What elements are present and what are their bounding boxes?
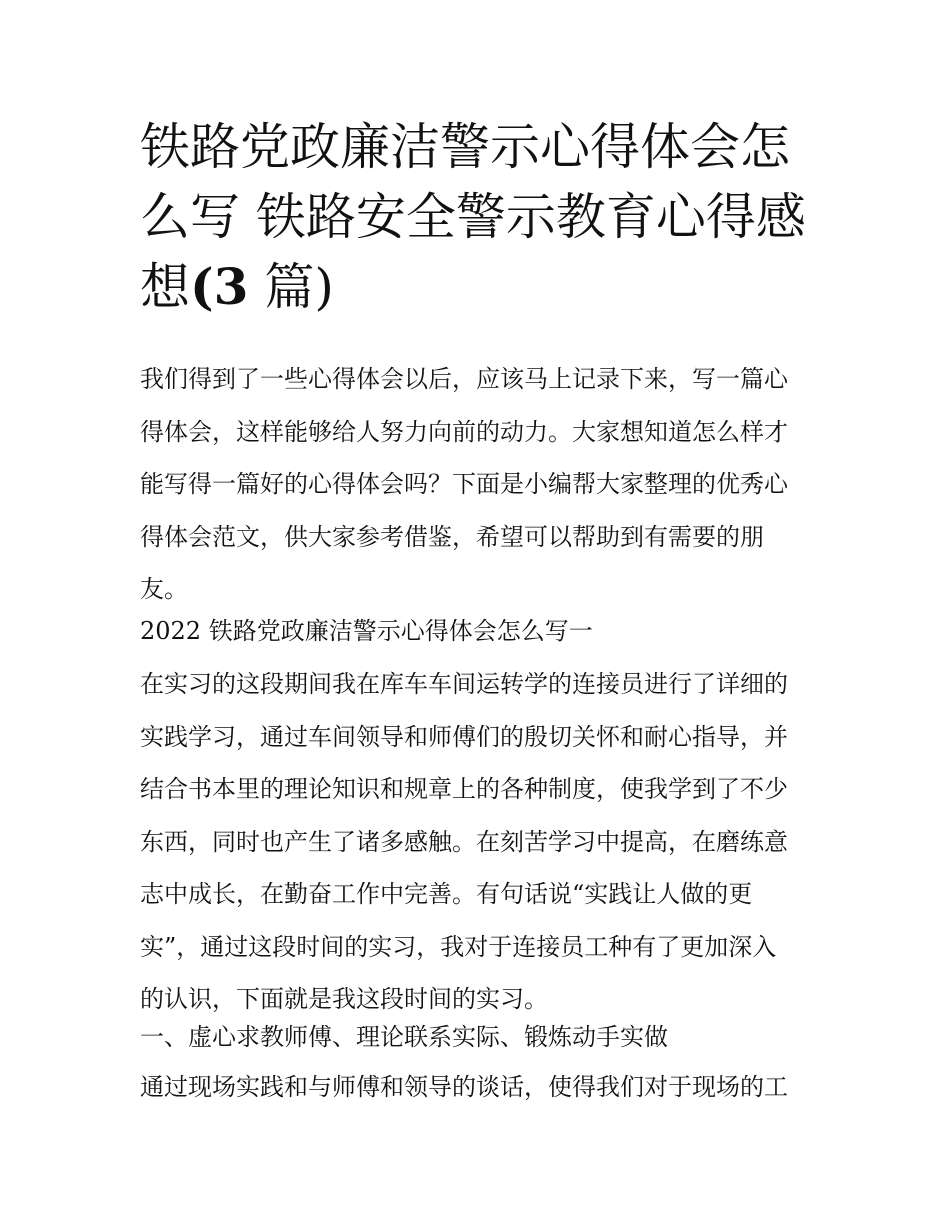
intro-line: 得体会，这样能够给人努力向前的动力。大家想知道怎么样才 [140,417,788,446]
section1-line: 实”，通过这段时间的实习，我对于连接员工种有了更加深入 [140,932,777,961]
document-title [140,112,820,322]
intro-line: 得体会范文，供大家参考借鉴，希望可以帮助到有需要的朋 [140,522,764,551]
paragraph-2-line: 通过现场实践和与师傅和领导的谈话，使得我们对于现场的工 [140,1073,788,1101]
section1-paragraph [140,658,820,1026]
title-line-3 [140,252,820,322]
section1-line: 在实习的这段期间我在库车车间运转学的连接员进行了详细的 [140,670,788,698]
title-line-1: 铁路党政廉洁警示心得体会怎 [140,118,790,176]
intro-line: 能写得一篇好的心得体会吗？下面是小编帮大家整理的优秀心 [140,470,788,498]
section1-line: 实践学习，通过车间领导和师傅们的殷切关怀和耐心指导，并 [140,722,788,751]
intro-paragraph [140,353,820,616]
section1-line: 东西，同时也产生了诸多感触。在刻苦学习中提高，在磨练意 [140,827,788,856]
title-line-2: 么写 铁路安全警示教育心得感 [140,188,806,246]
subheading-1: 一、虚心求教师傅、理论联系实际、锻炼动手实做 [140,1023,668,1051]
title-count-number: (3 [190,257,249,316]
intro-line: 我们得到了一些心得体会以后，应该马上记录下来，写一篇心 [140,365,788,393]
title-line-3-suffix: 篇) [264,258,334,316]
paragraph-2 [140,1061,820,1114]
section1-line: 结合书本里的理论知识和规章上的各种制度，使我学到了不少 [140,775,788,803]
title-line-3-prefix: 想 [140,258,190,316]
intro-line: 友。 [140,575,188,603]
section1-line: 志中成长，在勤奋工作中完善。有句话说“实践让人做的更 [140,880,753,908]
section-heading-1: 2022 铁路党政廉洁警示心得体会怎么写一 [140,617,593,645]
section1-line: 的认识，下面就是我这段时间的实习。 [140,985,548,1013]
